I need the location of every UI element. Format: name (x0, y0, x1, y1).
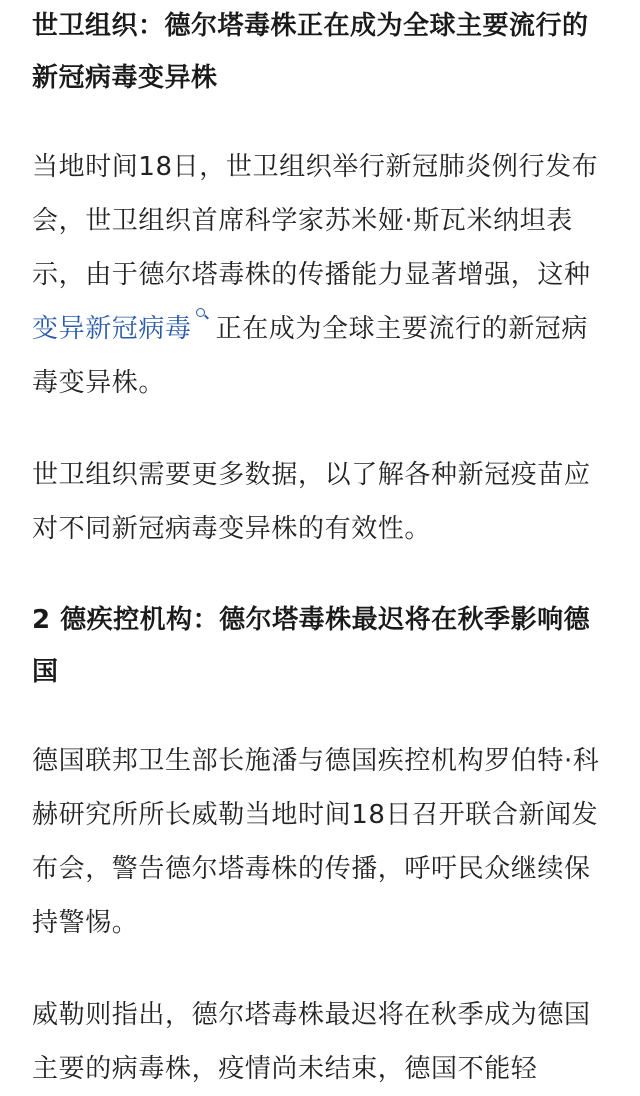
paragraph-who-data: 世卫组织需要更多数据，以了解各种新冠疫苗应对不同新冠病毒变异株的有效性。 (32, 460, 591, 544)
section-heading-who: 世卫组织：德尔塔毒株正在成为全球主要流行的新冠病毒变异株 (32, 11, 589, 93)
keyword-link-label[interactable]: 变异新冠病毒 (32, 314, 192, 344)
paragraph-who-briefing (32, 140, 608, 410)
keyword-link-variant[interactable] (32, 314, 216, 344)
paragraph-text: 正在成为全球主要流行的新冠病毒变异株。 (32, 314, 589, 398)
paragraph-germany-press: 德国联邦卫生部长施潘与德国疾控机构罗伯特·科赫研究所所长威勒当地时间18日召开联合新闻发布会，警告德尔塔毒株的传播，呼吁民众继续保持警惕。 (32, 746, 600, 938)
paragraph-wieler: 威勒则指出，德尔塔毒株最迟将在秋季成为德国主要的病毒株，疫情尚未结束，德国不能轻 (32, 1000, 591, 1084)
search-icon[interactable] (196, 308, 208, 322)
section-heading-germany: 2 德疾控机构：德尔塔毒株最迟将在秋季影响德国 (32, 605, 591, 687)
paragraph-text: 当地时间18日，世卫组织举行新冠肺炎例行发布会，世卫组织首席科学家苏米娅·斯瓦米纳坦表示，由于德尔塔毒株的传播能力显著增强，这种 (32, 152, 599, 290)
